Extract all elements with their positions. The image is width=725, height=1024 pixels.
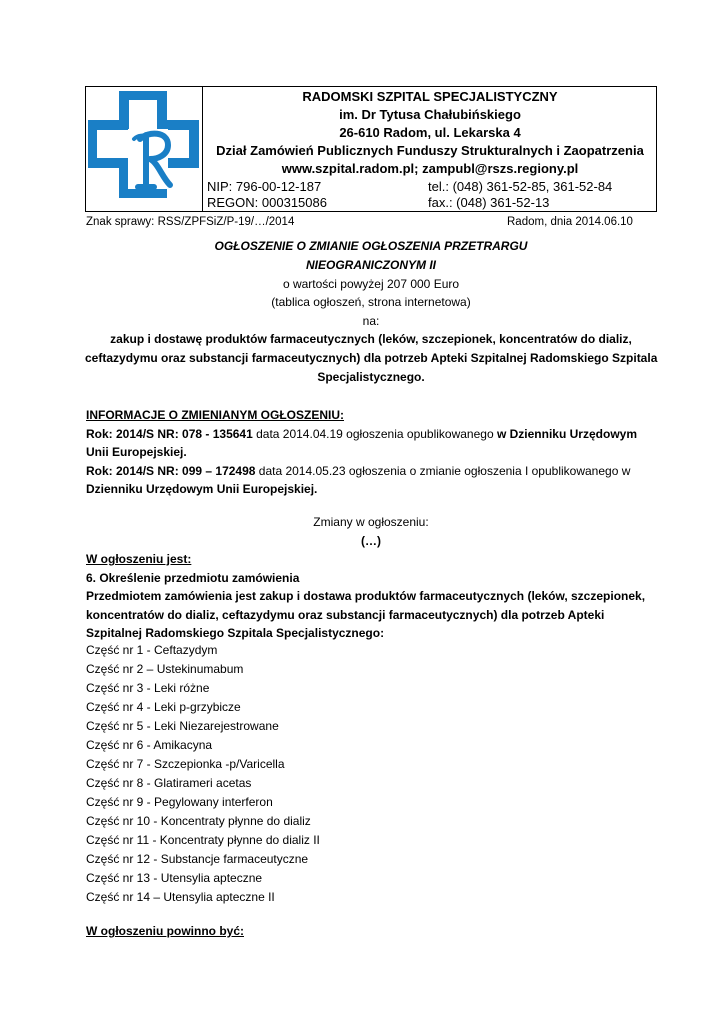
hospital-name: RADOMSKI SZPITAL SPECJALISTYCZNY: [302, 89, 558, 104]
notice-title-1: OGŁOSZENIE O ZMIANIE OGŁOSZENIA PRZETRARGU: [214, 239, 528, 253]
description-line-2: koncentratów do dializ, ceftazydymu oraz substancji farmaceutycznych) dla potrzeb Apteki: [86, 608, 605, 622]
info-record-1: [86, 427, 637, 442]
list-item: Część nr 14 – Utensylia apteczne II: [86, 890, 275, 904]
record-2-text: data 2014.05.23 ogłoszenia o zmianie ogłoszenia I opublikowanego w: [255, 464, 631, 478]
section-6-heading: 6. Określenie przedmiotu zamówienia: [86, 571, 300, 585]
changes-ellipsis: (…): [361, 534, 381, 548]
subject-line-3: Specjalistycznego.: [317, 370, 425, 384]
telephone: tel.: (048) 361-52-85, 361-52-84: [428, 179, 613, 194]
parts-list: [86, 641, 320, 907]
list-item: Część nr 10 - Koncentraty płynne do dializ: [86, 814, 311, 828]
description-line-1: Przedmiotem zamówienia jest zakup i dostawa produktów farmaceutycznych (leków, szczepionek,: [86, 589, 646, 603]
cross-r-logo-icon: [88, 91, 200, 207]
hospital-patron: im. Dr Tytusa Chałubińskiego: [339, 107, 521, 122]
notice-title-2: NIEOGRANICZONYM II: [305, 258, 436, 272]
letterhead: [85, 86, 657, 212]
changes-label: Zmiany w ogłoszeniu:: [313, 515, 429, 529]
nip: NIP: 796-00-12-187: [207, 179, 322, 194]
list-item: Część nr 8 - Glatirameri acetas: [86, 776, 252, 790]
info-heading: INFORMACJE O ZMIENIANYM OGŁOSZENIU:: [86, 408, 344, 422]
department-name: Dział Zamówień Publicznych Funduszy Strukturalnych i Zaopatrzenia: [216, 143, 644, 158]
list-item: Część nr 11 - Koncentraty płynne do dializ II: [86, 833, 320, 847]
list-item: Część nr 4 - Leki p-grzybicze: [86, 700, 241, 714]
notice-publication: (tablica ogłoszeń, strona internetowa): [271, 295, 471, 309]
list-item: Część nr 5 - Leki Niezarejestrowane: [86, 719, 279, 733]
regon: REGON: 000315086: [207, 195, 327, 210]
list-item: Część nr 12 - Substancje farmaceutyczne: [86, 852, 309, 866]
contact-line: www.szpital.radom.pl; zampubl@rszs.regiony.pl: [281, 161, 579, 176]
record-1-number: Rok: 2014/S NR: 078 - 135641: [86, 427, 253, 441]
record-1-continuation: Unii Europejskiej.: [86, 445, 187, 459]
info-record-2: [86, 464, 630, 479]
list-item: Część nr 3 - Leki różne: [86, 681, 210, 695]
record-1-text: data 2014.04.19 ogłoszenia opublikowanego: [252, 427, 497, 441]
notice-value: o wartości powyżej 207 000 Euro: [282, 277, 460, 291]
should-be-heading: W ogłoszeniu powinno być:: [86, 924, 244, 938]
subject-line-1: zakup i dostawę produktów farmaceutycznych (leków, szczepionek, koncentratów do dializ,: [110, 332, 632, 346]
list-item: Część nr 6 - Amikacyna: [86, 738, 213, 752]
record-2-number: Rok: 2014/S NR: 099 – 172498: [86, 464, 256, 478]
fax: fax.: (048) 361-52-13: [428, 195, 550, 210]
notice-na: na:: [362, 314, 380, 328]
place-date: Radom, dnia 2014.06.10: [507, 216, 633, 228]
record-1-journal: w Dzienniku Urzędowym: [496, 427, 637, 441]
letterhead-info: [204, 87, 656, 211]
list-item: Część nr 7 - Szczepionka -p/Varicella: [86, 757, 285, 771]
list-item: Część nr 2 – Ustekinumabum: [86, 662, 244, 676]
hospital-address: 26-610 Radom, ul. Lekarska 4: [339, 125, 521, 140]
hospital-logo: [86, 87, 203, 211]
list-item: Część nr 9 - Pegylowany interferon: [86, 795, 273, 809]
subject-line-2: ceftazydymu oraz substancji farmaceutycznych) dla potrzeb Apteki Szpitalnej Radomskiego Szpitala: [85, 351, 658, 365]
is-heading: W ogłoszeniu jest:: [86, 552, 192, 566]
case-number: Znak sprawy: RSS/ZPFSiZ/P-19/…/2014: [86, 216, 295, 228]
list-item: Część nr 1 - Ceftazydym: [86, 643, 218, 657]
record-2-continuation: Dzienniku Urzędowym Unii Europejskiej.: [86, 482, 318, 496]
list-item: Część nr 13 - Utensylia apteczne: [86, 871, 263, 885]
description-line-3: Szpitalnej Radomskiego Szpitala Specjalistycznego:: [86, 626, 385, 640]
